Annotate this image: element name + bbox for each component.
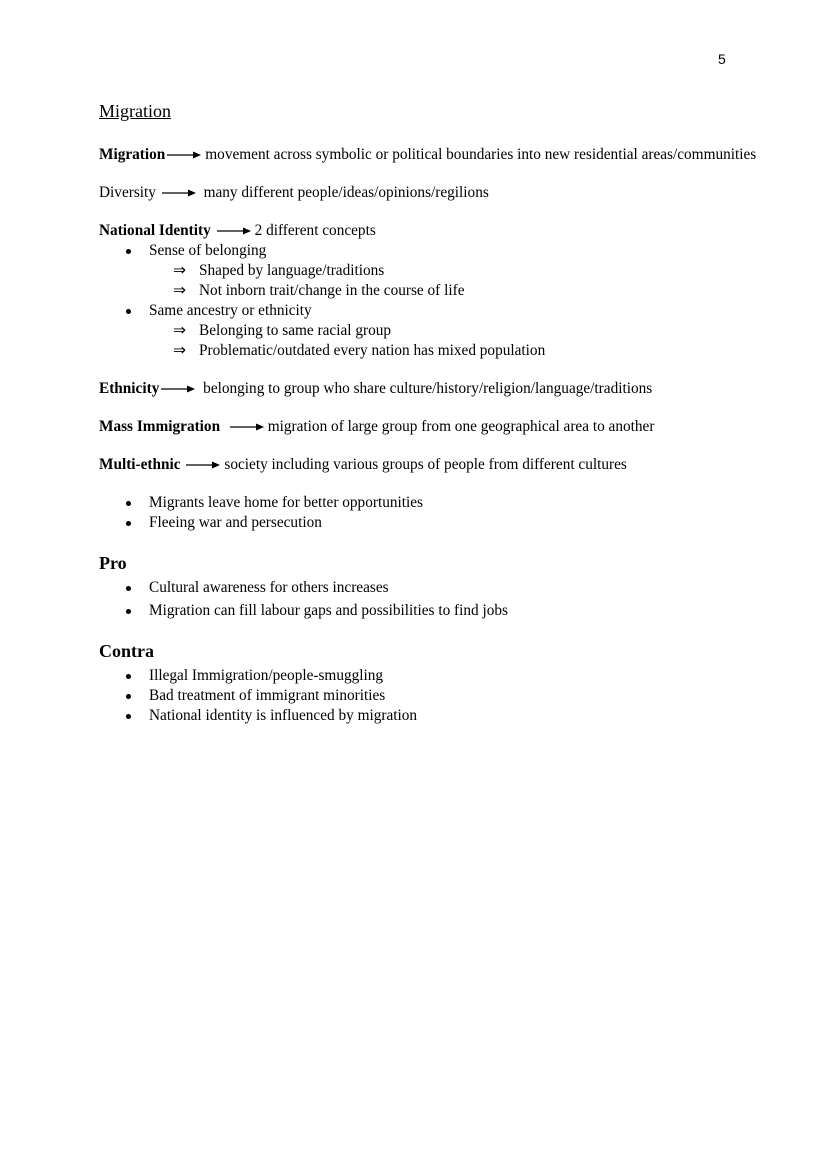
sub-list-item: ⇒ Problematic/outdated every nation has mixed population bbox=[173, 342, 546, 359]
reasons-section bbox=[99, 493, 789, 533]
bullet-icon bbox=[126, 586, 131, 591]
sub-list-item: ⇒ Belonging to same racial group bbox=[173, 322, 392, 339]
list-item: Bad treatment of immigrant minorities bbox=[99, 686, 789, 706]
page-title: Migration bbox=[99, 101, 171, 121]
definition-text: many different people/ideas/opinions/regilions bbox=[203, 184, 489, 201]
arrow-right-icon bbox=[167, 151, 201, 159]
definition-diversity bbox=[99, 183, 789, 203]
list-item: Sense of belonging ⇒ Shaped by language/traditions ⇒ Not inborn trait/change in the course of life bbox=[99, 241, 789, 301]
definition-term: Multi-ethnic bbox=[99, 456, 181, 473]
arrow-right-icon bbox=[230, 423, 264, 431]
arrow-right-icon bbox=[162, 189, 196, 197]
arrow-right-icon bbox=[161, 385, 195, 393]
implies-arrow-icon: ⇒ bbox=[173, 322, 186, 339]
definition-term: Ethnicity bbox=[99, 380, 160, 397]
definition-text: movement across symbolic or political boundaries into new residential areas/communities bbox=[205, 146, 757, 163]
definition-term: Diversity bbox=[99, 184, 156, 201]
definition-migration bbox=[99, 145, 789, 165]
list-item: Migrants leave home for better opportunities bbox=[99, 493, 789, 513]
definition-mass-immigration bbox=[99, 417, 789, 437]
bullet-icon bbox=[126, 249, 131, 254]
contra-section bbox=[99, 639, 789, 726]
definition-term: Migration bbox=[99, 146, 166, 163]
implies-arrow-icon: ⇒ bbox=[173, 262, 186, 279]
list-item: Illegal Immigration/people-smuggling bbox=[99, 666, 789, 686]
definition-national-identity bbox=[99, 221, 789, 361]
bullet-icon bbox=[126, 501, 131, 506]
definition-term: Mass Immigration bbox=[99, 418, 221, 435]
list-item: Cultural awareness for others increases bbox=[99, 578, 789, 598]
definition-text: belonging to group who share culture/history/religion/language/traditions bbox=[203, 380, 653, 397]
pro-section bbox=[99, 551, 789, 621]
contra-heading: Contra bbox=[99, 641, 154, 661]
implies-arrow-icon: ⇒ bbox=[173, 282, 186, 299]
sub-list-item: ⇒ Not inborn trait/change in the course of life bbox=[173, 282, 465, 299]
national-identity-list bbox=[99, 241, 789, 361]
bullet-icon bbox=[126, 694, 131, 699]
sub-list bbox=[149, 261, 789, 301]
list-item: Migration can fill labour gaps and possibilities to find jobs bbox=[99, 601, 789, 621]
definition-text: migration of large group from one geographical area to another bbox=[267, 418, 655, 435]
sub-list-item: ⇒ Shaped by language/traditions bbox=[173, 262, 385, 279]
bullet-icon bbox=[126, 674, 131, 679]
bullet-icon bbox=[126, 714, 131, 719]
definition-ethnicity bbox=[99, 379, 789, 399]
definition-multi-ethnic bbox=[99, 455, 789, 475]
list-item: National identity is influenced by migration bbox=[99, 706, 789, 726]
bullet-icon bbox=[126, 309, 131, 314]
list-item: Same ancestry or ethnicity ⇒ Belonging to same racial group ⇒ Problematic/outdated every nation has mixed population bbox=[99, 301, 789, 361]
list-item: Fleeing war and persecution bbox=[99, 513, 789, 533]
document-body bbox=[99, 98, 789, 744]
contra-list bbox=[99, 666, 789, 726]
implies-arrow-icon: ⇒ bbox=[173, 342, 186, 359]
pro-heading: Pro bbox=[99, 553, 127, 573]
definition-text: society including various groups of people from different cultures bbox=[224, 456, 627, 473]
sub-list bbox=[149, 321, 789, 361]
reasons-list bbox=[99, 493, 789, 533]
page-number: 5 bbox=[718, 51, 726, 67]
bullet-icon bbox=[126, 521, 131, 526]
arrow-right-icon bbox=[186, 461, 220, 469]
arrow-right-icon bbox=[217, 227, 251, 235]
pro-list bbox=[99, 578, 789, 621]
definition-text: 2 different concepts bbox=[254, 222, 376, 239]
definition-term: National Identity bbox=[99, 222, 211, 239]
bullet-icon bbox=[126, 609, 131, 614]
